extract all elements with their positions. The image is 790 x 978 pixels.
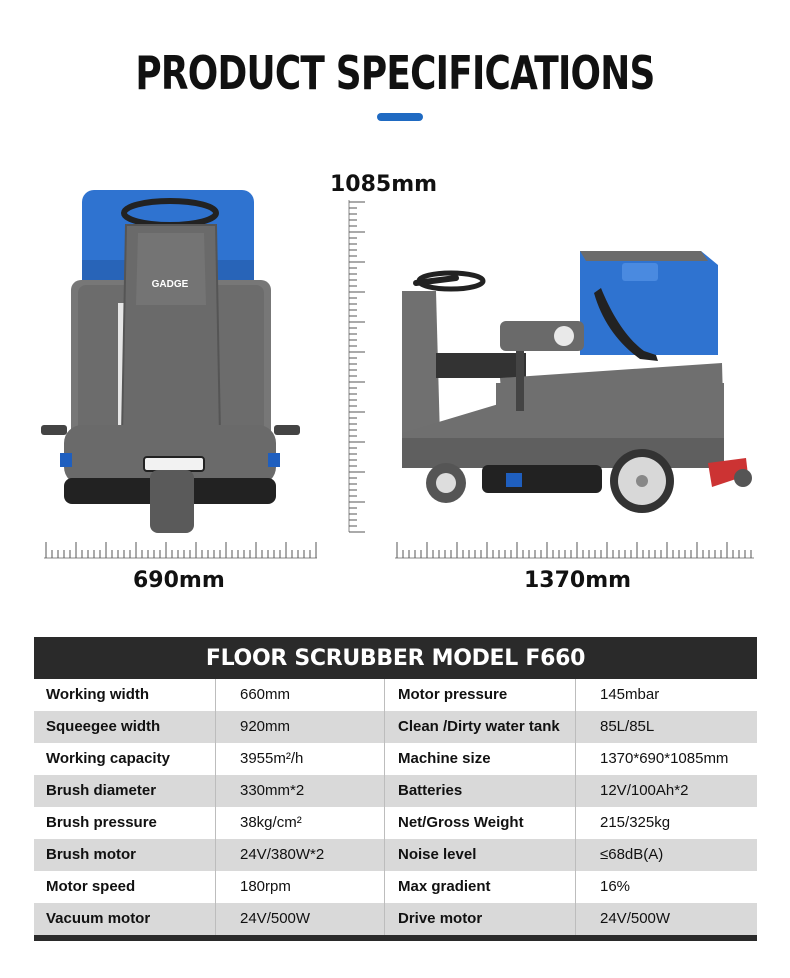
spec-label: Working width <box>46 686 150 703</box>
spec-table-footer-bar <box>34 935 757 941</box>
width-label: 690mm <box>133 568 225 593</box>
spec-value: 12V/100Ah*2 <box>575 775 757 807</box>
spec-value: 3955m²/h <box>215 743 384 775</box>
table-row <box>34 743 757 775</box>
spec-label: Working capacity <box>46 750 170 767</box>
spec-label: Machine size <box>384 743 575 775</box>
length-label: 1370mm <box>524 568 632 593</box>
machine-front-view-image <box>38 185 300 535</box>
spec-label: Brush motor <box>46 846 136 863</box>
spec-value: 145mbar <box>575 679 757 711</box>
spec-value: 920mm <box>215 711 384 743</box>
width-ruler <box>44 540 320 562</box>
spec-label: Brush pressure <box>46 814 157 831</box>
page-title: PRODUCT SPECIFICATIONS <box>135 46 655 100</box>
table-row <box>34 775 757 807</box>
table-row <box>34 711 757 743</box>
spec-table <box>34 637 757 941</box>
title-underline <box>377 113 423 121</box>
spec-table-title: FLOOR SCRUBBER MODEL F660 <box>34 637 757 679</box>
spec-value: 1370*690*1085mm <box>575 743 757 775</box>
spec-label: Motor pressure <box>384 679 575 711</box>
spec-value: 38kg/cm² <box>215 807 384 839</box>
spec-value: 180rpm <box>215 871 384 903</box>
spec-label: Drive motor <box>384 903 575 935</box>
spec-label: Max gradient <box>384 871 575 903</box>
spec-label: Net/Gross Weight <box>384 807 575 839</box>
length-ruler <box>395 540 757 562</box>
spec-label: Clean /Dirty water tank <box>384 711 575 743</box>
spec-label: Motor speed <box>46 878 136 895</box>
spec-label: Batteries <box>384 775 575 807</box>
spec-label: Brush diameter <box>46 782 157 799</box>
spec-value: 24V/500W <box>575 903 757 935</box>
spec-value: 16% <box>575 871 757 903</box>
spec-label: Squeegee width <box>46 718 161 735</box>
machine-side-view-image <box>396 243 766 518</box>
spec-value: 330mm*2 <box>215 775 384 807</box>
height-ruler <box>340 200 370 535</box>
spec-label: Vacuum motor <box>46 910 151 927</box>
table-row <box>34 679 757 711</box>
table-row <box>34 903 757 935</box>
spec-value: 85L/85L <box>575 711 757 743</box>
table-row <box>34 839 757 871</box>
spec-value: 24V/500W <box>215 903 384 935</box>
spec-label: Noise level <box>384 839 575 871</box>
spec-value: ≤68dB(A) <box>575 839 757 871</box>
height-label: 1085mm <box>330 172 438 197</box>
table-row <box>34 871 757 903</box>
spec-value: 24V/380W*2 <box>215 839 384 871</box>
spec-value: 660mm <box>215 679 384 711</box>
spec-value: 215/325kg <box>575 807 757 839</box>
brand-logo: GADGE <box>151 279 189 290</box>
table-row <box>34 807 757 839</box>
